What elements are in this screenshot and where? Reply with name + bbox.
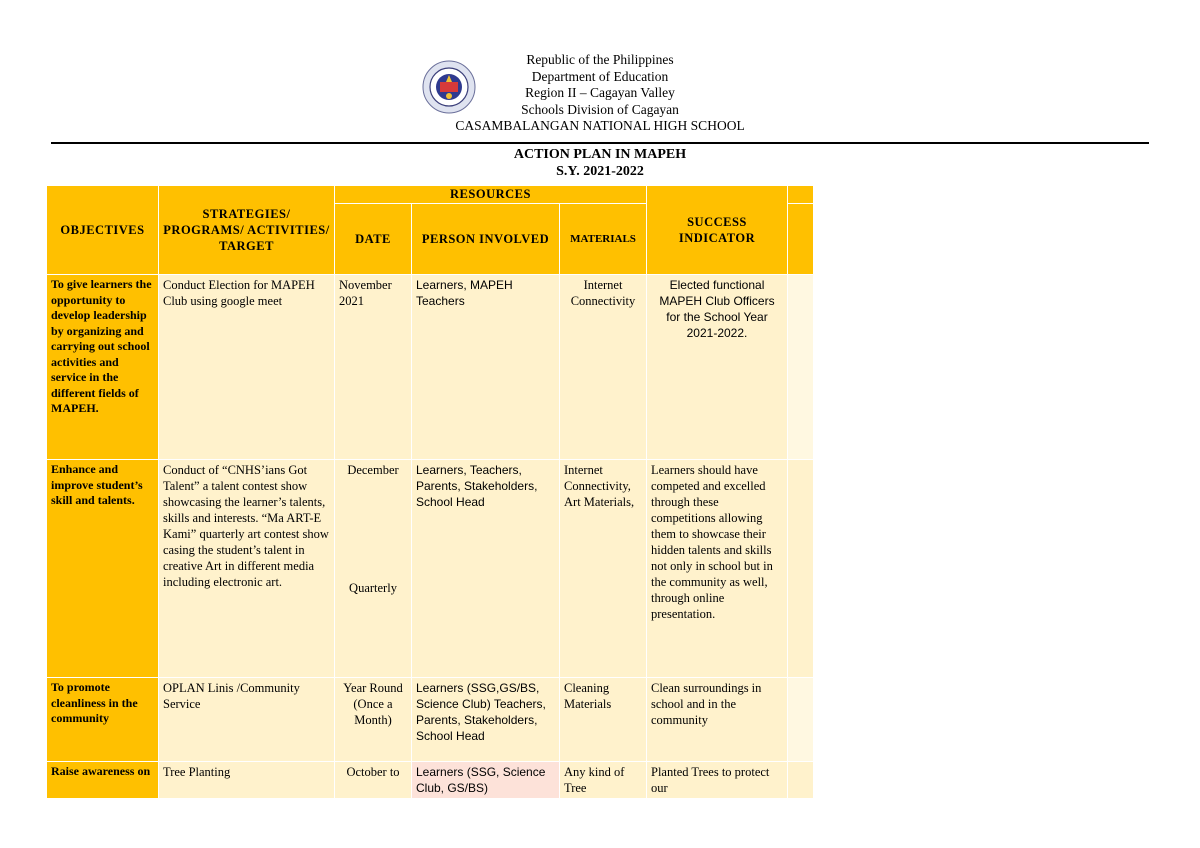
date-cell: November 2021 xyxy=(335,275,412,460)
person-cell: Learners (SSG, Science Club, GS/BS) xyxy=(412,762,560,799)
col-header-success: SUCCESS INDICATOR xyxy=(647,186,788,275)
objective-cell: To promote cleanliness in the community xyxy=(47,678,159,762)
strategy-cell: OPLAN Linis /Community Service xyxy=(159,678,335,762)
success-cell: Elected functional MAPEH Club Officers for the School Year 2021-2022. xyxy=(647,275,788,460)
school-year: S.Y. 2021-2022 xyxy=(556,164,644,179)
strategy-cell: Conduct Election for MAPEH Club using google meet xyxy=(159,275,335,460)
success-cell: Clean surroundings in school and in the community xyxy=(647,678,788,762)
col-header-date: DATE xyxy=(335,203,412,274)
date-cell: Year Round (Once a Month) xyxy=(335,678,412,762)
materials-cell: Any kind of Tree xyxy=(560,762,647,799)
objective-cell: Enhance and improve student’s skill and talents. xyxy=(47,460,159,678)
table-row xyxy=(47,678,814,762)
person-cell: Learners, MAPEH Teachers xyxy=(412,275,560,460)
side-cell xyxy=(788,460,814,678)
materials-cell: Internet Connectivity xyxy=(560,275,647,460)
side-cell xyxy=(788,275,814,460)
col-header-person: PERSON INVOLVED xyxy=(412,203,560,274)
materials-cell: Cleaning Materials xyxy=(560,678,647,762)
col-header-strategies: STRATEGIES/ PROGRAMS/ ACTIVITIES/ TARGET xyxy=(159,186,335,275)
strategy-cell: Tree Planting xyxy=(159,762,335,799)
table-row xyxy=(47,460,814,678)
header-line-region: Region II – Cagayan Valley xyxy=(525,85,675,100)
side-cell xyxy=(788,678,814,762)
success-cell: Planted Trees to protect our xyxy=(647,762,788,799)
header-line-department: Department of Education xyxy=(531,68,669,84)
col-header-objectives: OBJECTIVES xyxy=(47,186,159,275)
table-row xyxy=(47,275,814,460)
document-title: ACTION PLAN IN MAPEH xyxy=(513,147,687,162)
side-cell xyxy=(788,203,814,274)
date-cell xyxy=(335,460,412,678)
side-cell xyxy=(788,186,814,204)
person-cell: Learners, Teachers, Parents, Stakeholders, School Head xyxy=(412,460,560,678)
header-line-division: Schools Division of Cagayan xyxy=(521,101,679,117)
header-divider xyxy=(51,142,1149,144)
table-row xyxy=(47,762,814,799)
success-cell: Learners should have competed and excelled through these competitions allowing them to showcase their hidden talents and skills not only in school but in the community as well, through online presentation. xyxy=(647,460,788,678)
strategy-cell: Conduct of “CNHS’ians Got Talent” a talent contest show showcasing the learner’s talents, skills and interests. “Ma ART-E Kami” quarterly art contest show casing the student’s talent in creative Art in different media including electronic art. xyxy=(159,460,335,678)
person-cell: Learners (SSG,GS/BS, Science Club) Teachers, Parents, Stakeholders, School Head xyxy=(412,678,560,762)
action-plan-table xyxy=(46,185,814,799)
col-header-resources: RESOURCES xyxy=(335,186,647,204)
header-line-republic: Republic of the Philippines xyxy=(526,52,674,67)
objective-cell: Raise awareness on xyxy=(47,762,159,799)
header-line-school: CASAMBALANGAN NATIONAL HIGH SCHOOL xyxy=(455,118,745,133)
date-value-secondary: Quarterly xyxy=(349,581,397,595)
side-cell xyxy=(788,762,814,799)
objective-cell: To give learners the opportunity to develop leadership by organizing and carrying out school activities and service in the different fields of MAPEH. xyxy=(47,275,159,460)
date-cell: October to xyxy=(335,762,412,799)
materials-cell: Internet Connectivity, Art Materials, xyxy=(560,460,647,678)
date-value: December xyxy=(347,463,399,477)
col-header-materials: MATERIALS xyxy=(560,203,647,274)
letterhead xyxy=(0,52,1200,135)
